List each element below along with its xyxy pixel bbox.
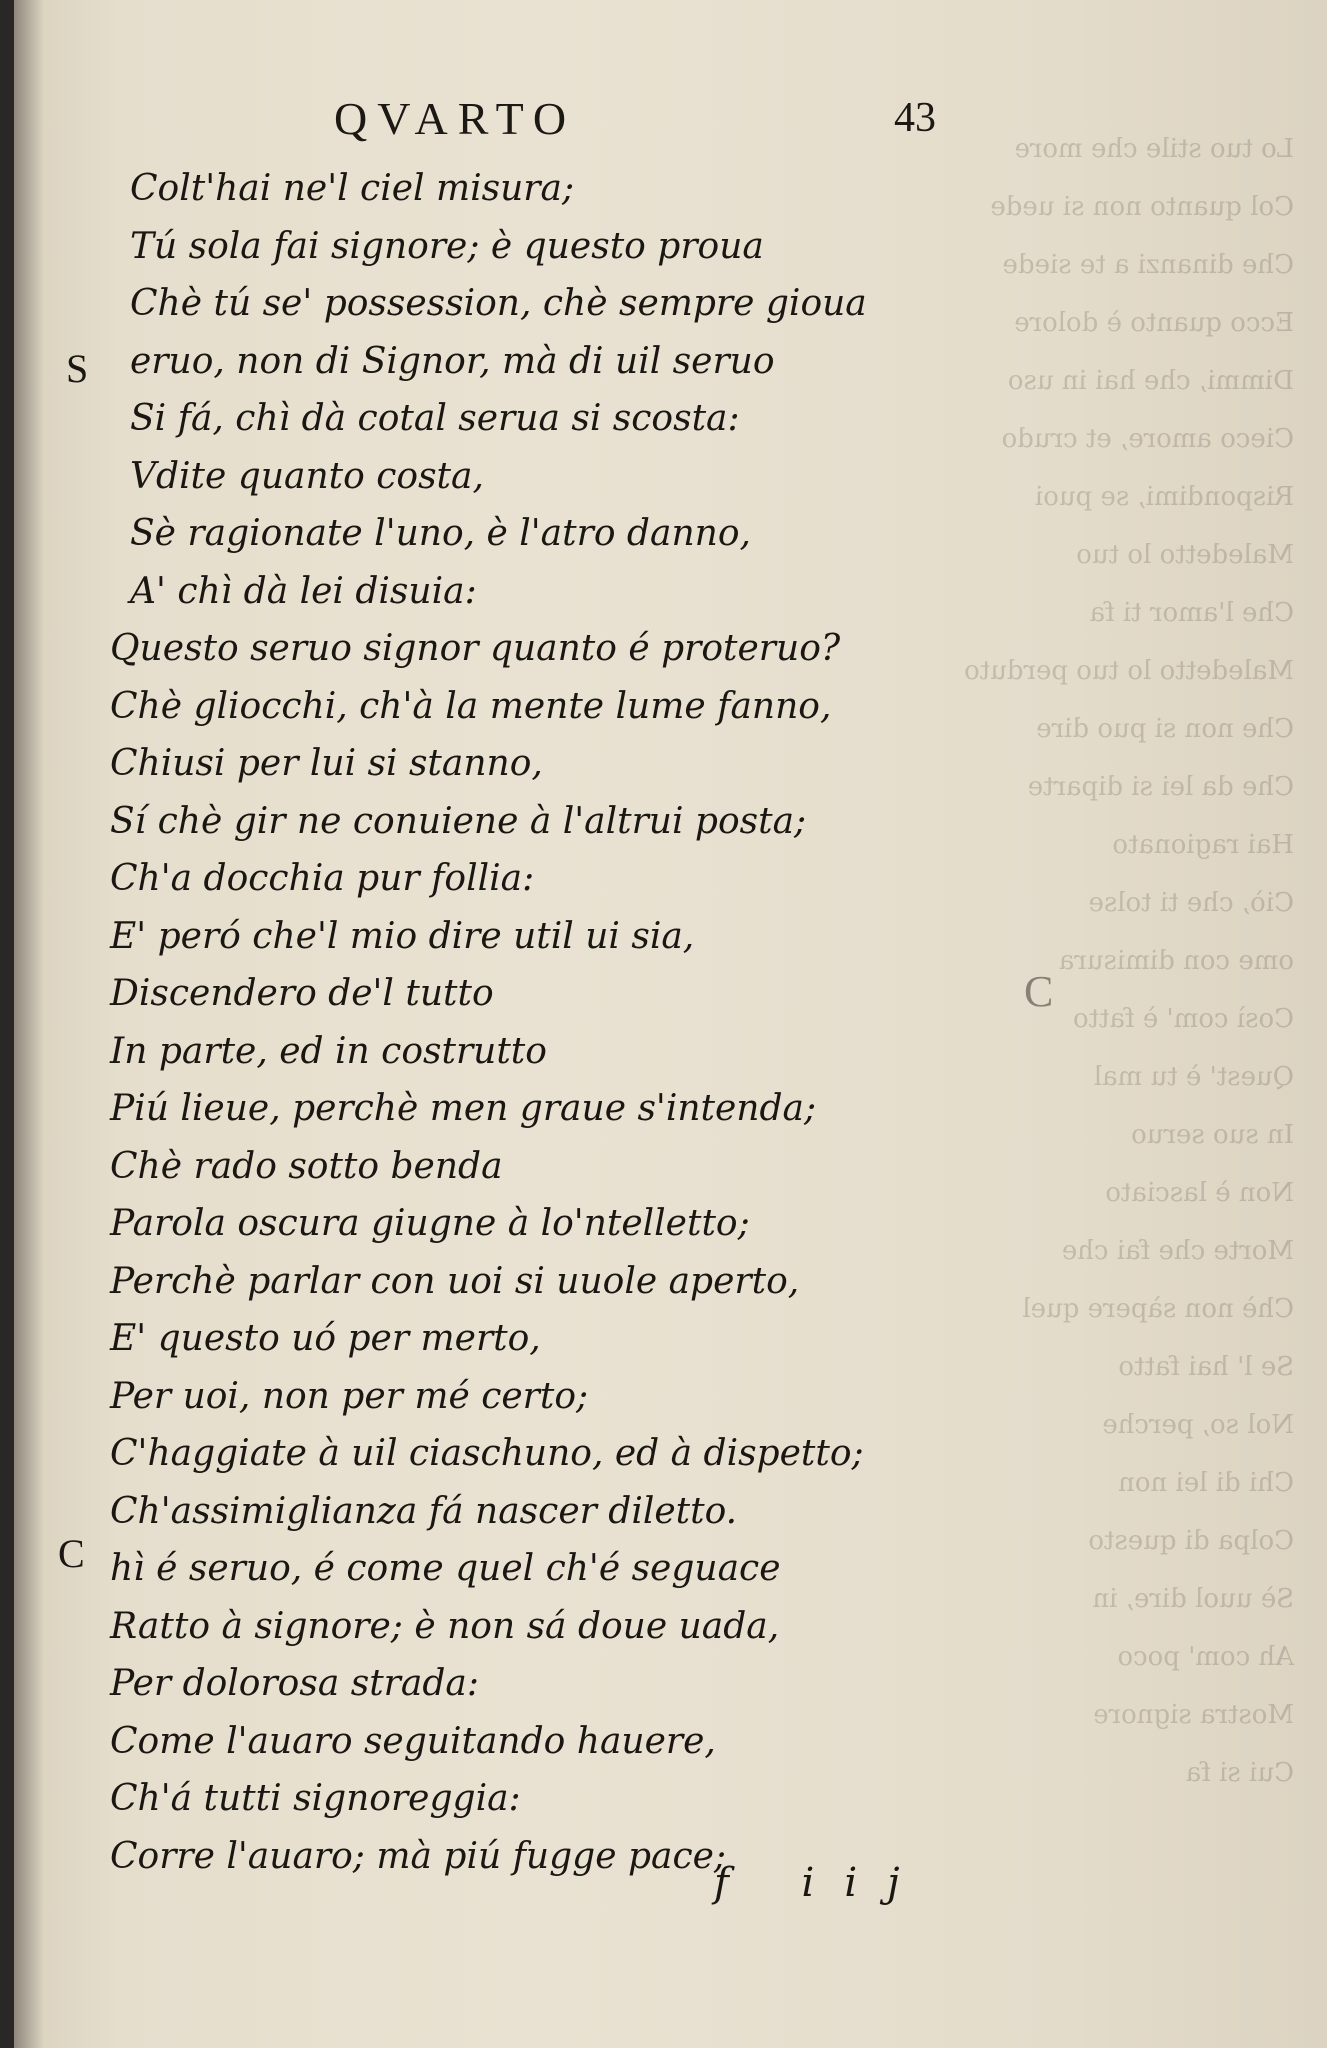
verse-line: Perchè parlar con uoi si uuole aperto, — [110, 1260, 800, 1302]
verse-line: Sè ragionate l'uno, è l'atro danno, — [130, 513, 751, 554]
verse-line: Ch'assimiglianza fá nascer diletto. — [110, 1490, 738, 1532]
initial-letter-s: S — [66, 346, 89, 391]
page-number: 43 — [894, 95, 936, 141]
verse-line: E' peró che'l mio dire util ui sia, — [110, 915, 695, 957]
verse-line: Ch'á tutti signoreggia: — [110, 1778, 521, 1819]
verse-line: Corre l'auaro; mà piú fugge pace; — [110, 1835, 727, 1877]
verse-line: Parola oscura giugne à lo'ntelletto; — [110, 1203, 750, 1244]
verse-line: Chè gliocchi, ch'à la mente lume fanno, — [110, 685, 832, 727]
verse-line: hì é seruo, é come quel ch'é seguace — [110, 1548, 781, 1589]
signature-mark: f iij — [714, 1860, 930, 1906]
gutter-shadow — [14, 0, 44, 2048]
bleed-margin-letter: C — [1024, 967, 1054, 1016]
book-page — [14, 0, 1327, 2048]
verse-line: C'haggiate à uil ciaschuno, ed à dispetto; — [110, 1433, 864, 1474]
verse-line: eruo, non di Signor, mà di uil seruo — [130, 340, 775, 382]
verse-line: A' chì dà lei disuia: — [130, 570, 477, 612]
verse-line: Piú lieue, perchè men graue s'intenda; — [110, 1088, 817, 1129]
verse-line: Per uoi, non per mé certo; — [110, 1375, 589, 1417]
bleed-through-text: Lo tuo stile che more Col quanto non si uede Che dinanzi a te siede Ecco quanto è dolore Dimmi, che hai in uso Cieco amore, et crudo Rispondimi, se puoi Maledetto lo tuo Che l'amor ti fa Maledetto lo tuo perduto Che non si puo dire Che da lei si diparte Hai ragionato Ciò, che ti tolse ome con dimisura Così com' è fatto Quest' è tu mal In suo seruo Non è lasciato Morte che fai che Chè non sàpere quel Se l' hai fatto Nol so, perche Chi di lei non Colpa di questo Sè uuol dire, in Ah com' poco Mostra signore Cui si fa — [964, 134, 1294, 1788]
verse-line: Chiusi per lui si stanno, — [110, 743, 543, 784]
verse-line: Ch'a docchia pur follia: — [110, 858, 535, 899]
verse-line: Vdite quanto costa, — [130, 455, 484, 497]
verse-line: Si fá, chì dà cotal serua si scosta: — [130, 398, 740, 439]
initial-letter-c: C — [58, 1531, 85, 1576]
verse-line: Chè tú se' possession, chè sempre gioua — [130, 283, 867, 324]
verse-line: Per dolorosa strada: — [110, 1663, 479, 1704]
verse-line: Tú sola fai signore; è questo proua — [130, 225, 764, 267]
verse-line: Ratto à signore; è non sá doue uada, — [110, 1605, 780, 1647]
verse-block — [110, 160, 870, 1885]
verse-line: Chè rado sotto benda — [110, 1145, 503, 1187]
verse-line: Sí chè gir ne conuiene à l'altrui posta; — [110, 800, 807, 842]
running-title: QVARTO — [334, 93, 577, 144]
verse-line: Questo seruo signor quanto é proteruo? — [110, 628, 841, 669]
verse-line: Discendero de'l tutto — [110, 973, 494, 1014]
verse-line: Colt'hai ne'l ciel misura; — [130, 168, 575, 209]
verse-line: Come l'auaro seguitando hauere, — [110, 1720, 716, 1762]
verse-line: E' questo uó per merto, — [110, 1318, 541, 1359]
verse-line: In parte, ed in costrutto — [110, 1030, 547, 1072]
